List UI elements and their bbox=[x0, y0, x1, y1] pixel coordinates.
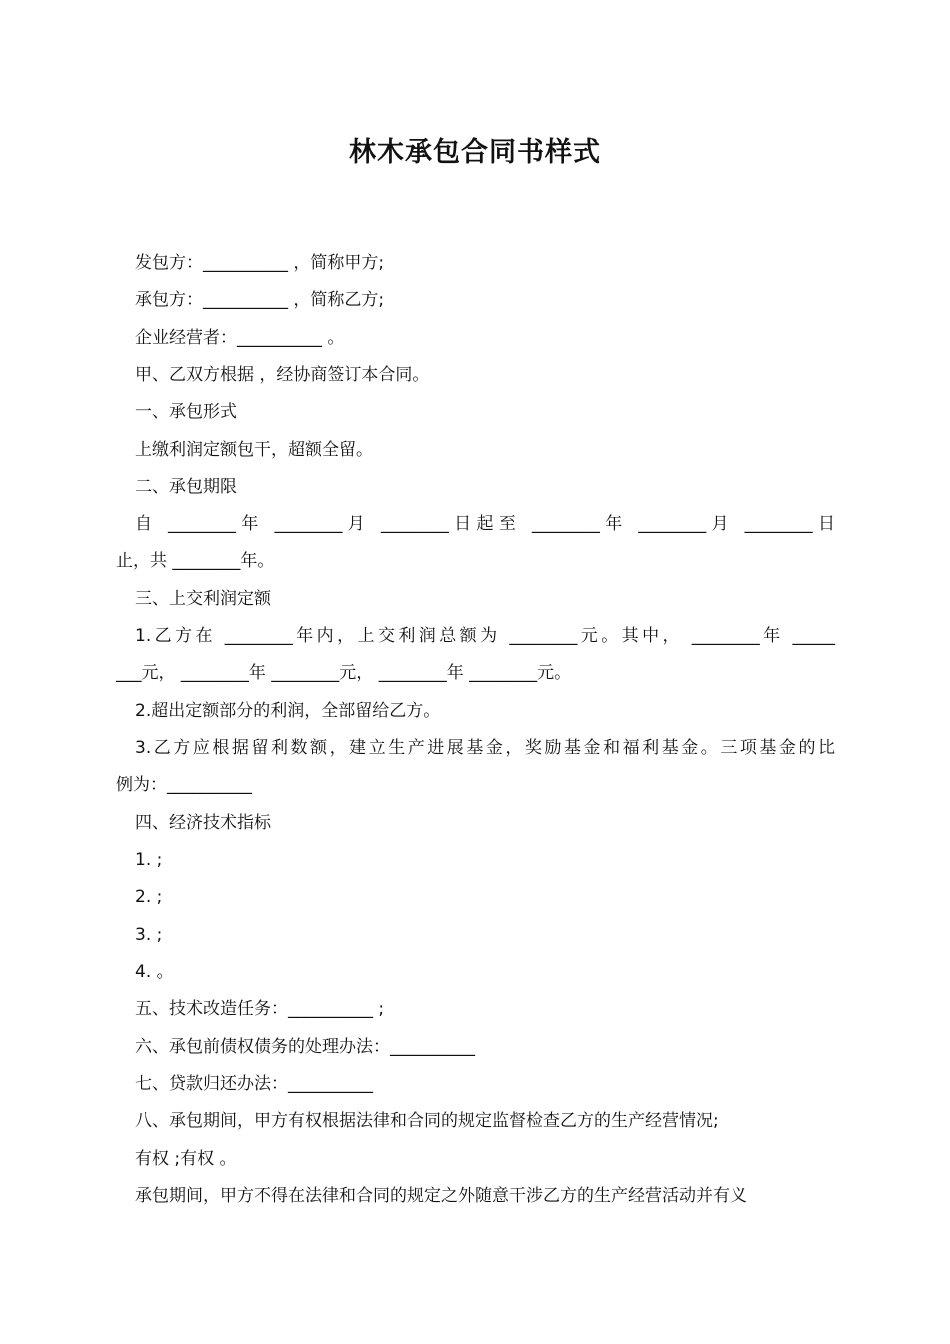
clause-line: 发包方：__________ ，简称甲方; bbox=[135, 253, 385, 273]
clause-line: 2.超出定额部分的利润，全部留给乙方。 bbox=[135, 701, 441, 721]
clause-line: ___元， ________年 ________元， ________年 ________元。 bbox=[116, 663, 572, 683]
section-heading: 五、技术改造任务：__________ ; bbox=[135, 999, 385, 1019]
clause-line: 3.乙方应根据留利数额，建立生产进展基金，奖励基金和福利基金。三项基金的比 bbox=[135, 738, 835, 758]
clause-line: 止，共 ________年。 bbox=[116, 551, 275, 571]
clause-line: 甲、乙双方根据 ，经协商签订本合同。 bbox=[135, 365, 430, 385]
section-heading: 六、承包前债权债务的处理办法：__________ bbox=[135, 1037, 475, 1057]
section-heading: 七、贷款归还办法：__________ bbox=[135, 1074, 373, 1094]
list-item: 4. 。 bbox=[135, 962, 174, 982]
section-heading: 四、经济技术指标 bbox=[135, 813, 271, 833]
list-item: 2. ; bbox=[135, 887, 163, 907]
clause-line: 企业经营者：__________ 。 bbox=[135, 328, 345, 348]
clause-line: 自 ________年 ________月 ________日起至 ________年 ________月 ________日 bbox=[135, 514, 835, 534]
clause-line: 例为：__________ bbox=[116, 775, 252, 795]
clause-line: 1.乙方在 ________年内，上交利润总额为 ________元。其中， ________年 _____ bbox=[135, 626, 835, 646]
clause-line: 上缴利润定额包干，超额全留。 bbox=[135, 440, 373, 460]
clause-line: 承包方：__________ ，简称乙方; bbox=[135, 290, 385, 310]
document-title: 林木承包合同书样式 bbox=[349, 137, 601, 168]
section-heading: 二、承包期限 bbox=[135, 477, 237, 497]
list-item: 1. ; bbox=[135, 850, 163, 870]
clause-line: 承包期间，甲方不得在法律和合同的规定之外随意干涉乙方的生产经营活动并有义 bbox=[135, 1186, 747, 1206]
section-heading: 八、承包期间，甲方有权根据法律和合同的规定监督检查乙方的生产经营情况; bbox=[135, 1111, 719, 1131]
clause-line: 有权 ;有权 。 bbox=[135, 1149, 237, 1169]
section-heading: 三、上交利润定额 bbox=[135, 589, 271, 609]
list-item: 3. ; bbox=[135, 925, 163, 945]
section-heading: 一、承包形式 bbox=[135, 402, 237, 422]
